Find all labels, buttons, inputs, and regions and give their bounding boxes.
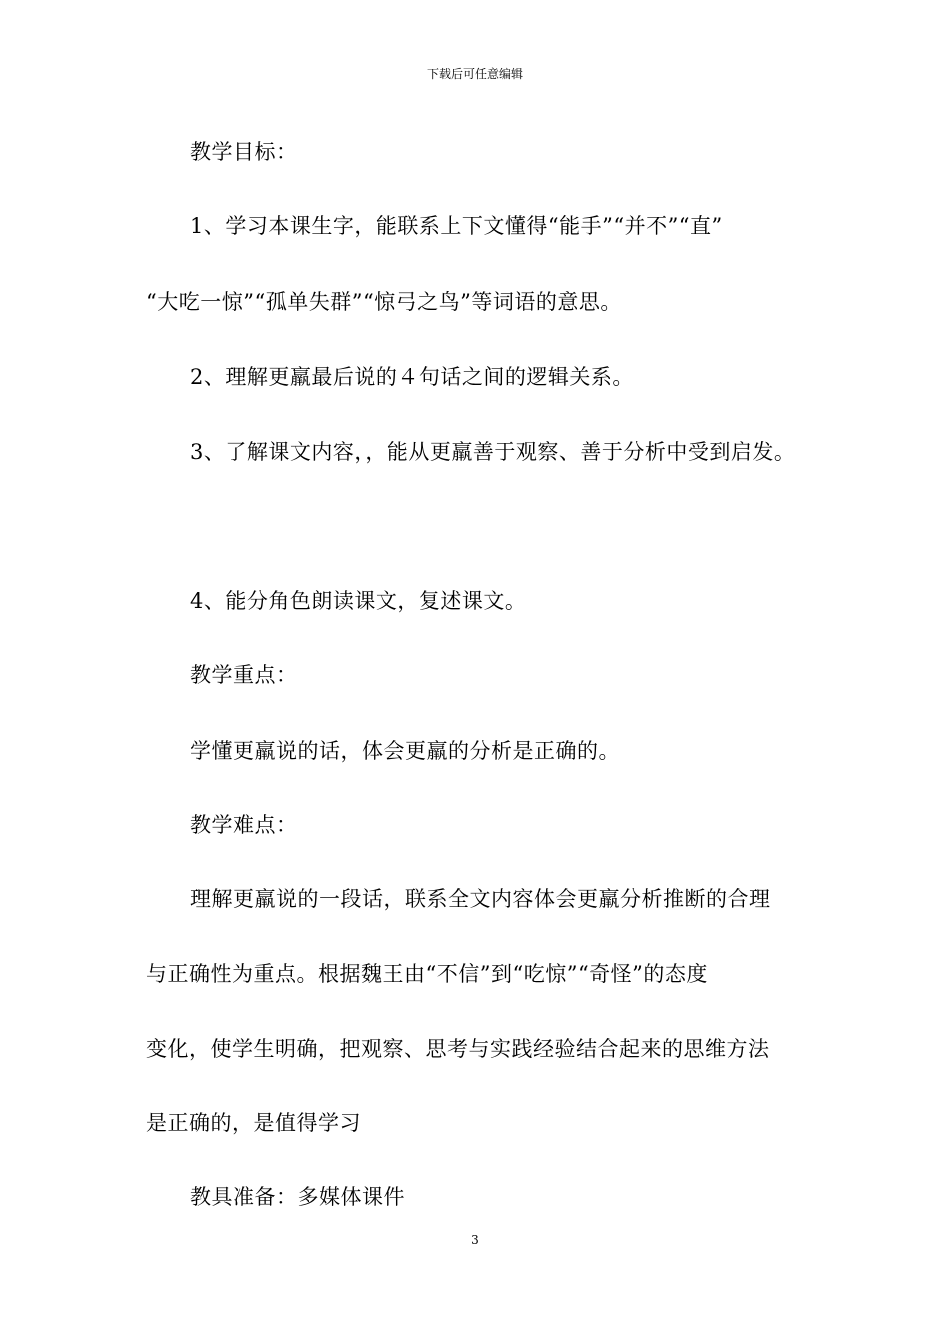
goal-4: 4、能分角色朗读课文，复述课文。 <box>190 589 527 613</box>
page-number: 3 <box>471 1233 479 1247</box>
teaching-aids: 教具准备：多媒体课件 <box>190 1185 405 1209</box>
goal-1-line-1: 1、学习本课生字，能联系上下文懂得“能手”“并不”“直” <box>190 214 723 238</box>
heading-difficulties: 教学难点： <box>190 813 298 837</box>
page-header: 下载后可任意编辑 <box>426 67 523 81</box>
key-point-text: 学懂更羸说的话，体会更羸的分析是正确的。 <box>190 739 620 763</box>
heading-key-points: 教学重点： <box>190 663 298 687</box>
goal-1-line-2: “大吃一惊”“孤单失群”“惊弓之鸟”等词语的意思。 <box>146 290 622 314</box>
difficulty-line-1: 理解更羸说的一段话，联系全文内容体会更羸分析推断的合理 <box>190 887 771 911</box>
goal-2: 2、理解更羸最后说的４句话之间的逻辑关系。 <box>190 365 634 389</box>
heading-teaching-goals: 教学目标： <box>190 140 298 164</box>
difficulty-line-2: 与正确性为重点。根据魏王由“不信”到“吃惊”“奇怪”的态度 <box>146 962 708 986</box>
goal-3: 3、了解课文内容，，能从更羸善于观察、善于分析中受到启发。 <box>190 440 796 464</box>
difficulty-line-4: 是正确的，是值得学习 <box>146 1111 361 1135</box>
difficulty-line-3: 变化，使学生明确，把观察、思考与实践经验结合起来的思维方法 <box>146 1037 770 1061</box>
